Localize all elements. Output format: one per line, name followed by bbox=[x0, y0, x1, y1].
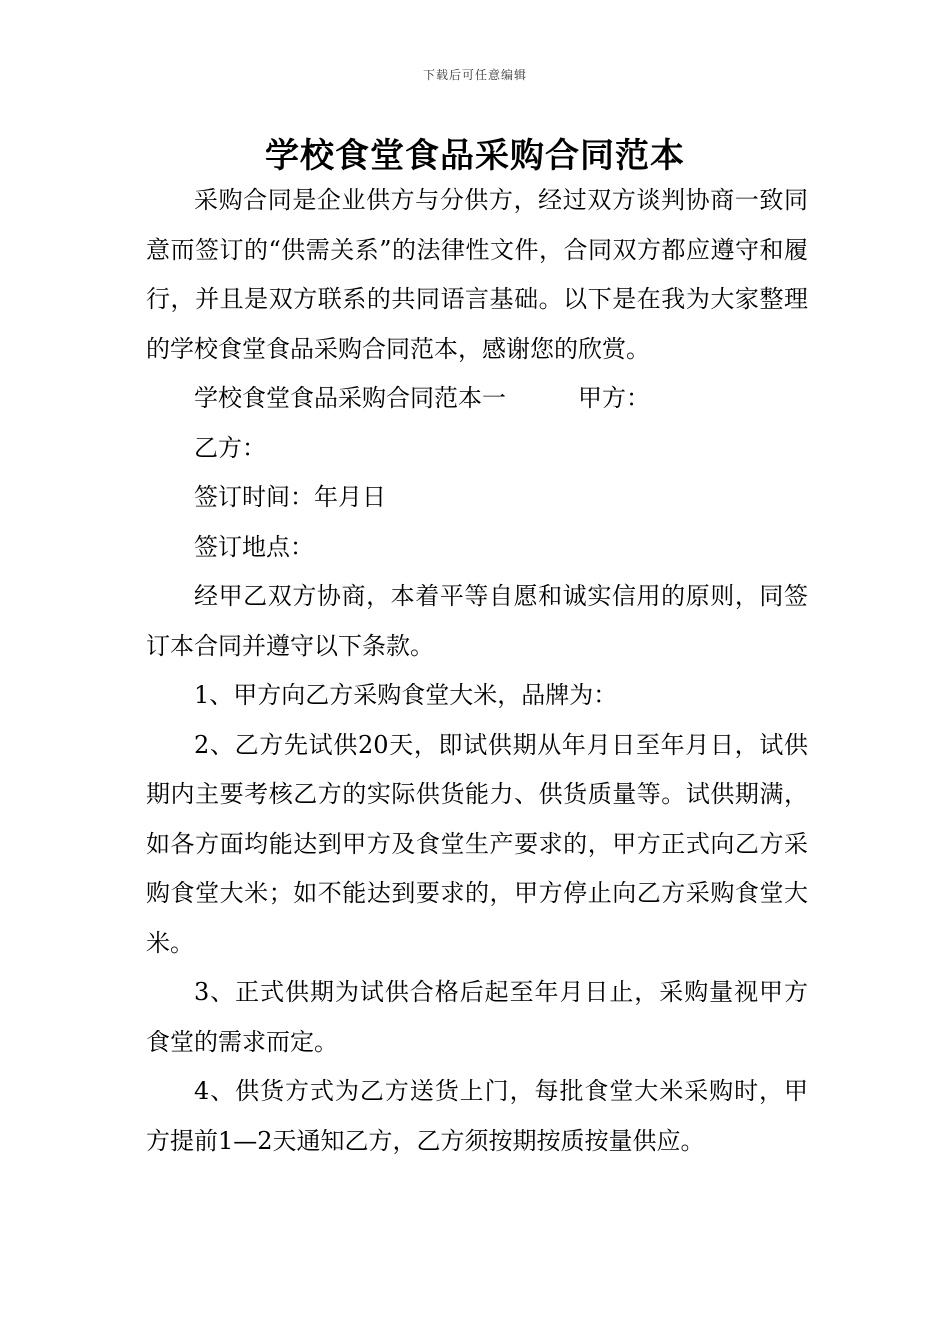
document-title: 学校食堂食品采购合同范本 bbox=[265, 136, 685, 176]
document-body bbox=[146, 176, 808, 1166]
party-a-label: 甲方： bbox=[578, 384, 650, 412]
clause-2: 2、乙方先试供20天，即试供期从年月日至年月日，试供期内主要考核乙方的实际供货能力、供货质量等。试供期满，如各方面均能达到甲方及食堂生产要求的，甲方正式向乙方采购食堂大米；如不能达到要求的，甲方停止向乙方采购食堂大米。 bbox=[146, 730, 808, 957]
clause-4: 4、供货方式为乙方送货上门，每批食堂大米采购时，甲方提前1—2天通知乙方，乙方须按期按质按量供应。 bbox=[146, 1077, 808, 1155]
intro-paragraph: 采购合同是企业供方与分供方，经过双方谈判协商一致同意而签订的“供需关系”的法律性文件，合同双方都应遵守和履行，并且是双方联系的共同语言基础。以下是在我为大家整理的学校食堂食品采购合同范本，感谢您的欣赏。 bbox=[146, 186, 808, 363]
section-heading-title: 学校食堂食品采购合同范本一 bbox=[194, 384, 506, 412]
signing-place: 签订地点： bbox=[194, 532, 314, 561]
header-note: 下载后可任意编辑 bbox=[422, 68, 527, 82]
clause-3: 3、正式供期为试供合格后起至年月日止，采购量视甲方食堂的需求而定。 bbox=[146, 978, 808, 1056]
section-heading bbox=[146, 374, 808, 424]
clause-1: 1、甲方向乙方采购食堂大米，品牌为： bbox=[194, 681, 618, 709]
signing-time: 签订时间：年月日 bbox=[194, 483, 386, 511]
preamble-paragraph: 经甲乙双方协商，本着平等自愿和诚实信用的原则，同签订本合同并遵守以下条款。 bbox=[146, 582, 808, 660]
party-b-label: 乙方： bbox=[194, 433, 266, 462]
